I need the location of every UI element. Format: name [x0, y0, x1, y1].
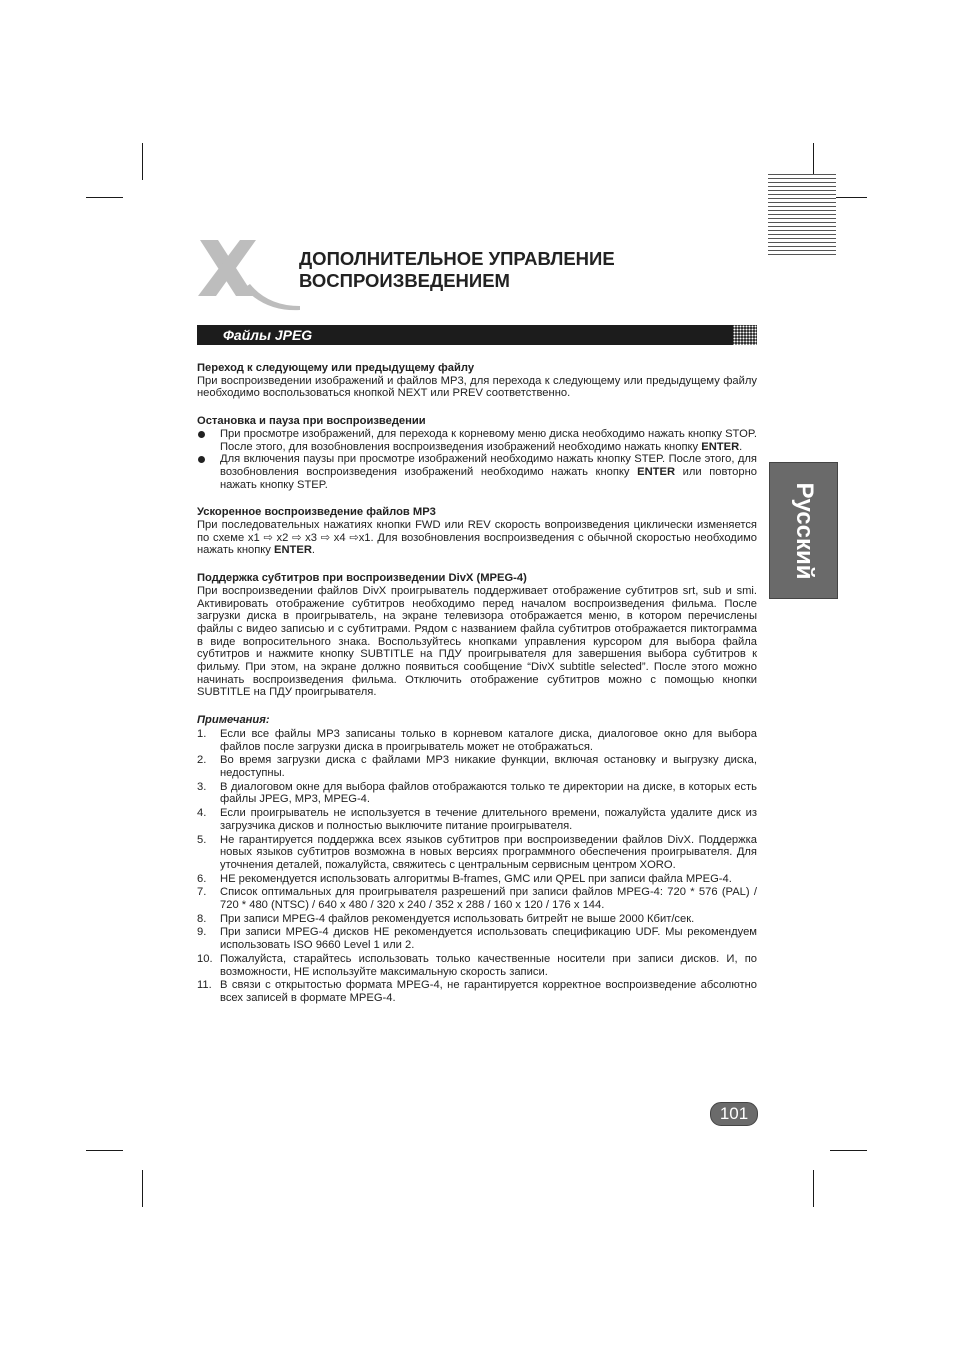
note-number: 9. [197, 926, 207, 939]
bullet-stop [197, 428, 757, 453]
paragraph-fast-mp3-end: . [311, 544, 316, 557]
paragraph-next-prev: При воспроизведении изображений и файлов MP3, для перехода к следующему или предыдущему файлу необходимо воспользоваться кнопкой NEXT или PREV соответственно. [197, 374, 757, 400]
crop-mark-bottom-left-v [142, 1170, 143, 1207]
dot-pattern-decoration [733, 325, 757, 345]
note-item [197, 979, 757, 1004]
page-number-badge: 101 [710, 1102, 758, 1126]
xoro-x-logo-icon [196, 238, 300, 312]
crop-mark-top-left-h [86, 197, 123, 198]
subheading-stop-pause: Остановка и пауза при воспроизведении [197, 415, 426, 428]
subheading-subtitles: Поддержка субтитров при воспроизведении DivX (MPEG-4) [197, 572, 527, 585]
page-title-line-2: ВОСПРОИЗВЕДЕНИЕМ [299, 270, 510, 291]
bullet-pause [197, 453, 757, 491]
content-body [197, 362, 757, 1005]
note-text: При записи MPEG-4 дисков НЕ рекомендуется использовать спецификацию UDF. Мы рекомендуем использовать ISO 9660 Level 1 или 2. [220, 926, 757, 952]
note-text: Если проигрыватель не используется в течение длительного времени, пожалуйста удалите диск из загрузчика дисков и полностью выключите питание проигрывателя. [220, 807, 757, 832]
notes-heading: Примечания: [197, 714, 270, 727]
section-header-label: Файлы JPEG [223, 327, 313, 343]
note-number: 10. [197, 952, 213, 965]
note-item [197, 926, 757, 951]
note-number: 6. [197, 872, 207, 885]
note-number: 5. [197, 833, 207, 846]
bullet-pause-end: или повторно нажать кнопку STEP. [220, 465, 758, 491]
note-item [197, 728, 757, 753]
note-number: 8. [197, 912, 207, 925]
paragraph-fast-mp3-text: При последовательных нажатиях кнопки FWD или REV скорость вопроизведения циклически изменяется по схеме x1 ⇨ x2 ⇨ x3 ⇨ x4 ⇨x1. Для возобновления воспроизведения с обычной скоростью необходимо нажать кнопку [197, 519, 757, 557]
language-tab-label: Русский [790, 482, 818, 579]
note-number: 4. [197, 807, 207, 820]
subheading-next-prev: Переход к следующему или предыдущему файлу [197, 362, 475, 374]
note-text: При записи MPEG-4 файлов рекомендуется использовать битрейт не выше 2000 Кбит/сек. [220, 912, 695, 925]
note-item [197, 913, 757, 926]
note-item [197, 781, 757, 806]
note-item [197, 834, 757, 872]
page-title [299, 248, 615, 292]
crop-mark-bottom-left-h [86, 1150, 123, 1151]
bullet-stop-bold: ENTER [701, 440, 740, 453]
paragraph-subtitles: При воспроизведении файлов DivX проигрыватель поддерживает отображение субтитров srt, sub и smi. Активировать отображение субтитров необходимо перед началом воспроизведения фильма. После загрузки диска в проигрыватель, на экране телевизора отображается меню, в котором перечислены файлы с видео записью и с субтитрами. Рядом с названием файла субтитров отображается пиктограмма в виде вопросительного знака. Воспользуйтесь кнопками управления курсором для выбора файла субтитров и нажмите кнопку SUBTITLE на ПДУ проигрывателя для завершения выбора субтитров к фильму. При этом, на экране должно появиться сообщение “DivX subtitle selected”. После этого можно начинать воспроизведения фильма. Отключить отображение субтитров можно с помощью кнопки SUBTITLE на ПДУ проигрывателя. [197, 584, 757, 699]
note-number: 2. [197, 754, 207, 767]
section-header-bar [197, 325, 757, 345]
crop-mark-bottom-right-v [813, 1170, 814, 1207]
bullet-pause-text: Для включения паузы при просмотре изображений необходимо нажать кнопку STEP. После этого, для возобновления воспроизведения изображений необходимо нажать кнопку [220, 453, 757, 478]
note-number: 1. [197, 727, 207, 740]
note-number: 11. [197, 979, 212, 992]
paragraph-fast-mp3-bold: ENTER [274, 544, 312, 557]
decorative-stripes [768, 174, 836, 258]
note-text: Пожалуйста, старайтесь использовать только качественные носители при записи дисков. И, по возможности, НЕ используйте максимальную скорость записи. [220, 952, 757, 978]
note-text: НЕ рекомендуется использовать алгоритмы B-frames, GMC или QPEL при записи файла MPEG-4. [220, 872, 732, 885]
language-side-tab [769, 462, 838, 599]
note-text: В диалоговом окне для выбора файлов отображаются только те директории на диске, в которых есть файлы JPEG, MP3, MPEG-4. [220, 780, 757, 806]
note-text: Список оптимальных для проигрывателя разрешений при записи файлов MPEG-4: 720 * 576 (PAL) / 720 * 480 (NTSC) / 640 x 480 / 320 x 240 / 352 x 288 / 160 x 120 / 176 x 144. [220, 886, 757, 912]
note-number: 3. [197, 780, 207, 793]
note-text: Во время загрузки диска с файлами MP3 никакие функции, включая остановку и выгрузку диска, недоступны. [220, 754, 757, 779]
bullet-stop-text: При просмотре изображений, для перехода к корневому меню диска необходимо нажать кнопку STOP. После этого, для возобновления воспроизведения изображений необходимо нажать кнопку [220, 427, 757, 453]
note-number: 7. [197, 886, 207, 899]
note-item [197, 807, 757, 832]
note-text: Если все файлы MP3 записаны только в корневом каталоге диска, диалоговое окно для выбора файлов после загрузки диска в проигрыватель может не отображаться. [220, 727, 757, 753]
note-item [197, 953, 757, 978]
note-item [197, 754, 757, 779]
note-text: В связи с открытостью формата MPEG-4, не гарантируется корректное воспроизведение абсолютно всех записей в формате MPEG-4. [220, 979, 757, 1004]
note-item [197, 873, 757, 886]
subheading-fast-mp3: Ускоренное воспроизведение файлов MP3 [197, 506, 436, 519]
note-text: Не гарантируется поддержка всех языков субтитров при воспроизведении файлов DivX. Поддержка новых языков субтитров возможна в новых версиях программного обеспечения проигрывателя. Для уточнения деталей, пожалуйста, свяжитесь с центральным сервисным центром XORO. [220, 833, 757, 871]
bullet-stop-end: . [739, 440, 743, 453]
bullet-pause-bold: ENTER [637, 465, 676, 478]
page-title-line-1: ДОПОЛНИТЕЛЬНОЕ УПРАВЛЕНИЕ [299, 248, 615, 269]
note-item [197, 886, 757, 911]
crop-mark-bottom-right-h [830, 1150, 867, 1151]
crop-mark-top-left-v [142, 143, 143, 180]
paragraph-fast-mp3 [197, 519, 757, 557]
